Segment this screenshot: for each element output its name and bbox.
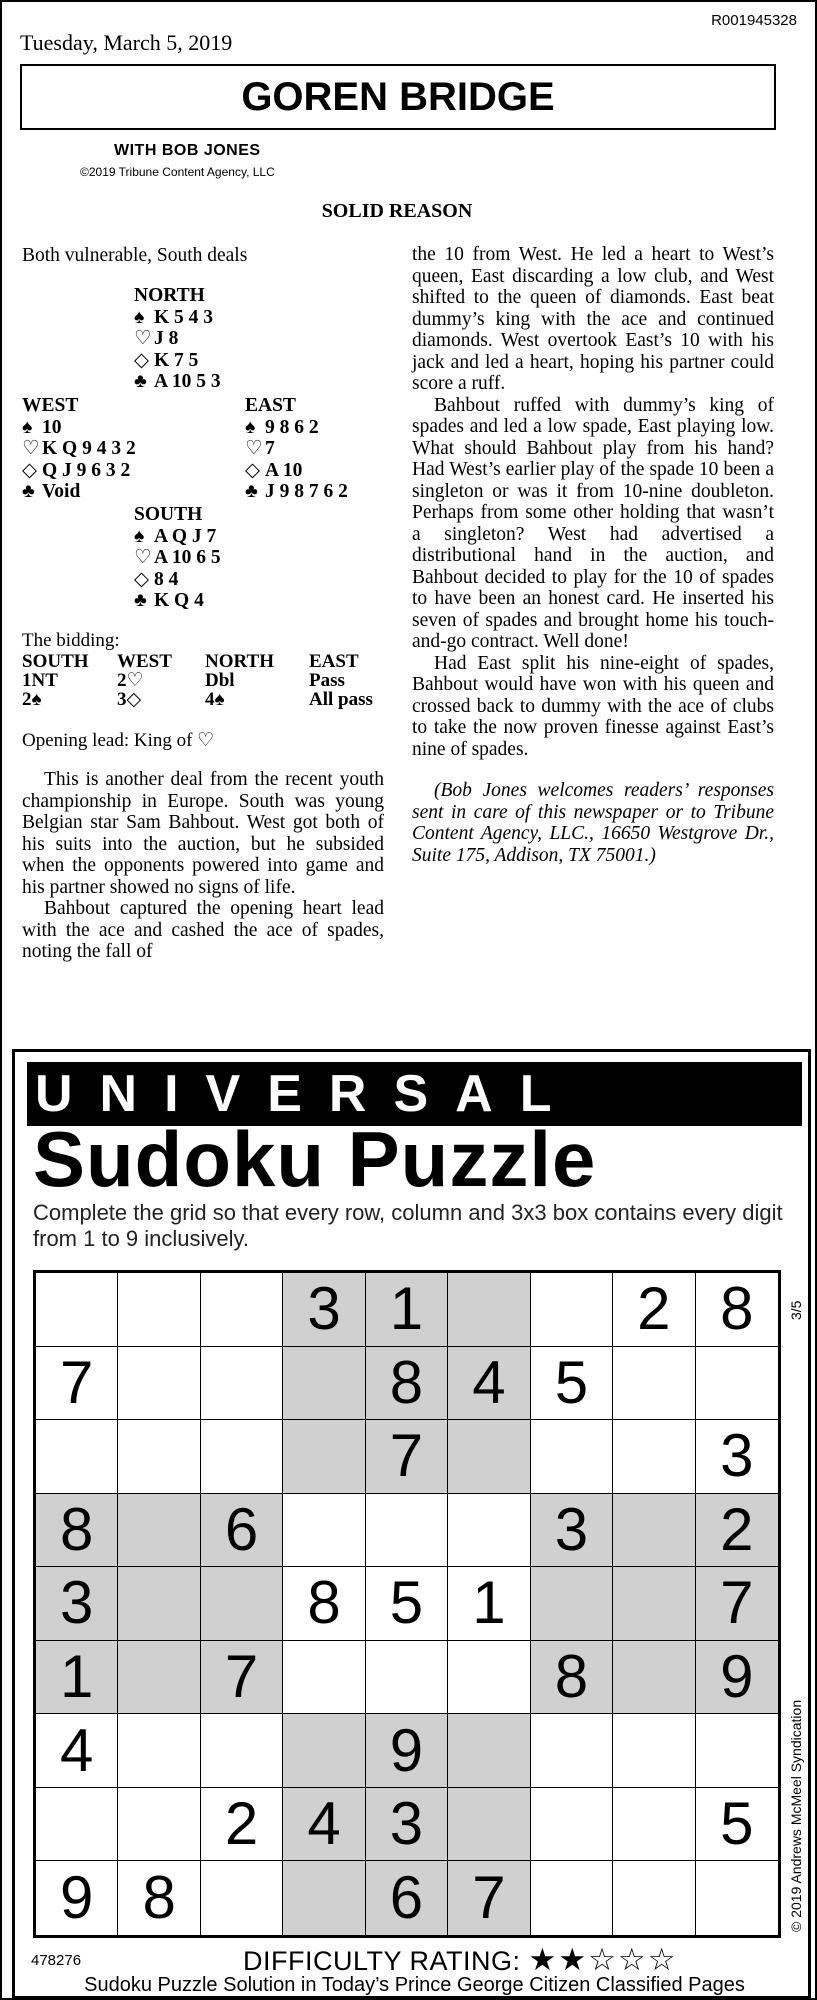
- diamonds-holding: Q J 9 6 3 2: [42, 459, 131, 481]
- sudoku-cell[interactable]: [201, 1861, 283, 1935]
- sudoku-cell[interactable]: [283, 1714, 365, 1788]
- spade-icon: ♠: [245, 416, 256, 438]
- club-icon: ♣: [245, 481, 258, 502]
- spade-icon: ♠: [134, 306, 145, 328]
- article-paragraph: This is another deal from the recent youth championship in Europe. South was young Belgian star Sam Bahbout. West got both of his suits into the auction, but he subsided when the opponents powered into game and his partner showed no signs of life.: [22, 769, 384, 898]
- bidding-col-header: SOUTH: [22, 651, 89, 672]
- sudoku-cell[interactable]: [118, 1641, 200, 1715]
- sudoku-cell[interactable]: [613, 1494, 695, 1568]
- sudoku-cell[interactable]: [283, 1420, 365, 1494]
- sudoku-cell[interactable]: [118, 1420, 200, 1494]
- sudoku-cell: 2: [696, 1494, 778, 1568]
- sudoku-cell[interactable]: [613, 1861, 695, 1935]
- sudoku-cell[interactable]: [448, 1714, 530, 1788]
- sudoku-cell: 6: [366, 1861, 448, 1935]
- hearts-holding: K Q 9 4 3 2: [42, 438, 136, 459]
- hearts-holding: A 10 6 5: [154, 547, 221, 568]
- sudoku-cell: 3: [36, 1567, 118, 1641]
- spades-holding: 10: [42, 416, 62, 438]
- sudoku-cell[interactable]: [283, 1494, 365, 1568]
- sudoku-cell[interactable]: [613, 1420, 695, 1494]
- club-icon: ♣: [134, 371, 147, 392]
- sudoku-cell: 8: [696, 1273, 778, 1347]
- sudoku-cell[interactable]: [613, 1788, 695, 1862]
- banner-title: Sudoku Puzzle: [27, 1126, 802, 1192]
- bid-cell: Pass: [309, 670, 345, 691]
- sudoku-cell[interactable]: [118, 1714, 200, 1788]
- sudoku-cell[interactable]: [531, 1714, 613, 1788]
- sudoku-cell[interactable]: [118, 1347, 200, 1421]
- sudoku-cell: 3: [696, 1420, 778, 1494]
- sudoku-cell[interactable]: [36, 1420, 118, 1494]
- bid-cell: All pass: [309, 689, 373, 710]
- sudoku-banner: [27, 1062, 802, 1203]
- sudoku-cell[interactable]: [36, 1788, 118, 1862]
- spades-holding: 9 8 6 2: [265, 416, 319, 438]
- club-icon: ♣: [134, 590, 147, 611]
- sudoku-cell: 3: [283, 1273, 365, 1347]
- opening-lead: Opening lead: King of ♡: [22, 730, 215, 751]
- clubs-holding: Void: [42, 481, 81, 502]
- copyright: ©2019 Tribune Content Agency, LLC: [80, 165, 275, 179]
- article-left-column: [22, 769, 384, 963]
- sudoku-grid: [33, 1270, 781, 1938]
- diamond-icon: ◇: [22, 459, 37, 481]
- sudoku-cell[interactable]: [448, 1788, 530, 1862]
- sudoku-cell[interactable]: [448, 1641, 530, 1715]
- sudoku-cell: 7: [448, 1861, 530, 1935]
- clubs-holding: J 9 8 7 6 2: [265, 481, 348, 502]
- heart-icon: ♡: [245, 438, 263, 459]
- clubs-holding: K Q 4: [154, 590, 204, 611]
- sudoku-cell: 8: [36, 1494, 118, 1568]
- bidding-col-header: NORTH: [205, 651, 275, 672]
- article-paragraph: the 10 from West. He led a heart to West’s queen, East discarding a low club, and West shifted to the queen of diamonds. East beat dummy’s king with the ace and continued diamonds. West overtook East’s 10 with his jack and led a heart, hoping his partner could score a ruff.: [412, 244, 774, 394]
- sudoku-cell[interactable]: [118, 1788, 200, 1862]
- sudoku-cell: 7: [201, 1641, 283, 1715]
- sudoku-cell[interactable]: [613, 1567, 695, 1641]
- hearts-holding: 7: [265, 438, 275, 459]
- column-title: GOREN BRIDGE: [20, 64, 776, 130]
- club-icon: ♣: [22, 481, 35, 502]
- sudoku-cell[interactable]: [118, 1494, 200, 1568]
- hearts-holding: J 8: [154, 328, 179, 349]
- hand-south: [134, 504, 221, 612]
- sudoku-cell: 5: [366, 1567, 448, 1641]
- banner-top-text: UNIVERSAL: [35, 1065, 579, 1123]
- sudoku-cell[interactable]: [613, 1641, 695, 1715]
- sudoku-cell[interactable]: [366, 1494, 448, 1568]
- bid-cell: 4♠: [205, 689, 225, 710]
- sudoku-cell[interactable]: [283, 1861, 365, 1935]
- sudoku-cell[interactable]: [448, 1420, 530, 1494]
- sudoku-cell[interactable]: [366, 1641, 448, 1715]
- heart-icon: ♡: [134, 547, 152, 568]
- sudoku-cell[interactable]: [201, 1567, 283, 1641]
- difficulty-rating: [243, 1942, 678, 1978]
- heart-icon: ♡: [134, 328, 152, 349]
- sudoku-cell: 6: [201, 1494, 283, 1568]
- document-id: R001945328: [711, 12, 797, 29]
- spades-holding: K 5 4 3: [154, 306, 214, 328]
- sudoku-cell[interactable]: [613, 1714, 695, 1788]
- clubs-holding: A 10 5 3: [154, 371, 221, 392]
- sudoku-cell[interactable]: [531, 1861, 613, 1935]
- sudoku-cell: 3: [366, 1788, 448, 1862]
- sudoku-cell[interactable]: [531, 1420, 613, 1494]
- sudoku-cell: 8: [366, 1347, 448, 1421]
- sudoku-cell[interactable]: [283, 1641, 365, 1715]
- hand-east: [245, 395, 348, 503]
- sudoku-cell: 1: [448, 1567, 530, 1641]
- sudoku-cell[interactable]: [36, 1273, 118, 1347]
- article-paragraph: Bahbout captured the opening heart lead with the ace and cashed the ace of spades, noting the fall of: [22, 898, 384, 962]
- sudoku-cell: 9: [36, 1861, 118, 1935]
- sudoku-cell: 1: [36, 1641, 118, 1715]
- side-label: 3/5: [788, 1300, 804, 1320]
- hand-west: [22, 395, 136, 503]
- sudoku-cell: 4: [36, 1714, 118, 1788]
- sudoku-cell[interactable]: [201, 1420, 283, 1494]
- credit: © 2019 Andrews McMeel Syndication: [788, 1699, 804, 1932]
- byline: WITH BOB JONES: [114, 142, 261, 159]
- bid-cell: 2♠: [22, 689, 42, 710]
- bidding-col-header: EAST: [309, 651, 359, 672]
- sudoku-cell[interactable]: [696, 1714, 778, 1788]
- diamonds-holding: K 7 5: [154, 349, 199, 371]
- sudoku-cell[interactable]: [696, 1347, 778, 1421]
- sudoku-cell: 7: [696, 1567, 778, 1641]
- sudoku-cell[interactable]: [696, 1861, 778, 1935]
- sudoku-cell: 3: [531, 1494, 613, 1568]
- sudoku-cell: 8: [118, 1861, 200, 1935]
- sudoku-cell[interactable]: [118, 1567, 200, 1641]
- bidding-heading: The bidding:: [22, 630, 120, 651]
- hand-label: SOUTH: [134, 504, 203, 525]
- sudoku-cell[interactable]: [448, 1494, 530, 1568]
- publication-date: Tuesday, March 5, 2019: [20, 30, 233, 55]
- article-right-column: [412, 244, 774, 866]
- diamonds-holding: 8 4: [154, 568, 179, 590]
- spade-icon: ♠: [22, 416, 33, 438]
- closing-note: (Bob Jones welcomes readers’ responses sent in care of this newspaper or to Tribune Content Agency, LLC., 16650 Westgrove Dr., Suite 175, Addison, TX 75001.): [412, 780, 774, 866]
- sudoku-cell[interactable]: [201, 1347, 283, 1421]
- sudoku-cell: 4: [283, 1788, 365, 1862]
- spades-holding: A Q J 7: [154, 525, 217, 547]
- deal-info: Both vulnerable, South deals: [22, 245, 248, 266]
- sudoku-cell: 9: [366, 1714, 448, 1788]
- sudoku-cell: 8: [531, 1641, 613, 1715]
- diamond-icon: ◇: [134, 568, 149, 590]
- hand-north: [134, 285, 221, 393]
- sudoku-cell: 8: [283, 1567, 365, 1641]
- sudoku-cell: 4: [448, 1347, 530, 1421]
- sudoku-cell: 2: [613, 1273, 695, 1347]
- diamond-icon: ◇: [134, 349, 149, 371]
- hand-label: NORTH: [134, 285, 205, 306]
- hand-label: WEST: [22, 395, 79, 416]
- sudoku-cell[interactable]: [613, 1347, 695, 1421]
- bidding-col-header: WEST: [117, 651, 172, 672]
- bid-cell: Dbl: [205, 670, 235, 691]
- sudoku-cell[interactable]: [531, 1273, 613, 1347]
- sudoku-cell: 7: [36, 1347, 118, 1421]
- sudoku-cell: 1: [366, 1273, 448, 1347]
- diamond-icon: ◇: [245, 459, 260, 481]
- bid-cell: 1NT: [22, 670, 58, 691]
- sudoku-cell[interactable]: [531, 1788, 613, 1862]
- bid-cell: 3◇: [117, 689, 142, 710]
- difficulty-label: DIFFICULTY RATING:: [243, 1946, 521, 1976]
- article-paragraph: Had East split his nine-eight of spades, Bahbout would have won with his queen and crossed back to dummy with the ace of clubs to take the now proven finesse against East’s nine of spades.: [412, 652, 774, 760]
- headline: SOLID REASON: [321, 200, 473, 222]
- sudoku-cell[interactable]: [448, 1273, 530, 1347]
- sudoku-cell[interactable]: [201, 1273, 283, 1347]
- sudoku-panel: [12, 1049, 811, 1999]
- heart-icon: ♡: [22, 438, 40, 459]
- sudoku-cell: 5: [531, 1347, 613, 1421]
- sudoku-footer: Sudoku Puzzle Solution in Today’s Prince George Citizen Classified Pages: [84, 1974, 745, 1996]
- sudoku-cell: 2: [201, 1788, 283, 1862]
- bid-cell: 2♡: [117, 670, 144, 691]
- sudoku-cell: 9: [696, 1641, 778, 1715]
- puzzle-number: 478276: [31, 1952, 82, 1969]
- article-paragraph: Bahbout ruffed with dummy’s king of spades and led a low spade, East playing low. What should Bahbout play from his hand? Had West’s earlier play of the spade 10 been a singleton or was it from 10-nine doubleton. Perhaps from some other holding that wasn’t a singleton? West had advertised a distributional hand in the auction, and Bahbout decided to play for the 10 of spades to have been an honest card. He inserted his seven of spades and brought home his touch-and-go contract. Well done!: [412, 394, 774, 652]
- sudoku-instructions: Complete the grid so that every row, column and 3x3 box contains every digit from 1 to 9 inclusively.: [33, 1200, 783, 1251]
- spade-icon: ♠: [134, 525, 145, 547]
- sudoku-cell[interactable]: [531, 1567, 613, 1641]
- hand-label: EAST: [245, 395, 296, 416]
- sudoku-cell: 5: [696, 1788, 778, 1862]
- sudoku-cell[interactable]: [283, 1347, 365, 1421]
- diamonds-holding: A 10: [265, 459, 303, 481]
- sudoku-cell[interactable]: [118, 1273, 200, 1347]
- sudoku-cell: 7: [366, 1420, 448, 1494]
- rating-stars-icon: ★★☆☆☆: [528, 1942, 678, 1977]
- sudoku-cell[interactable]: [201, 1714, 283, 1788]
